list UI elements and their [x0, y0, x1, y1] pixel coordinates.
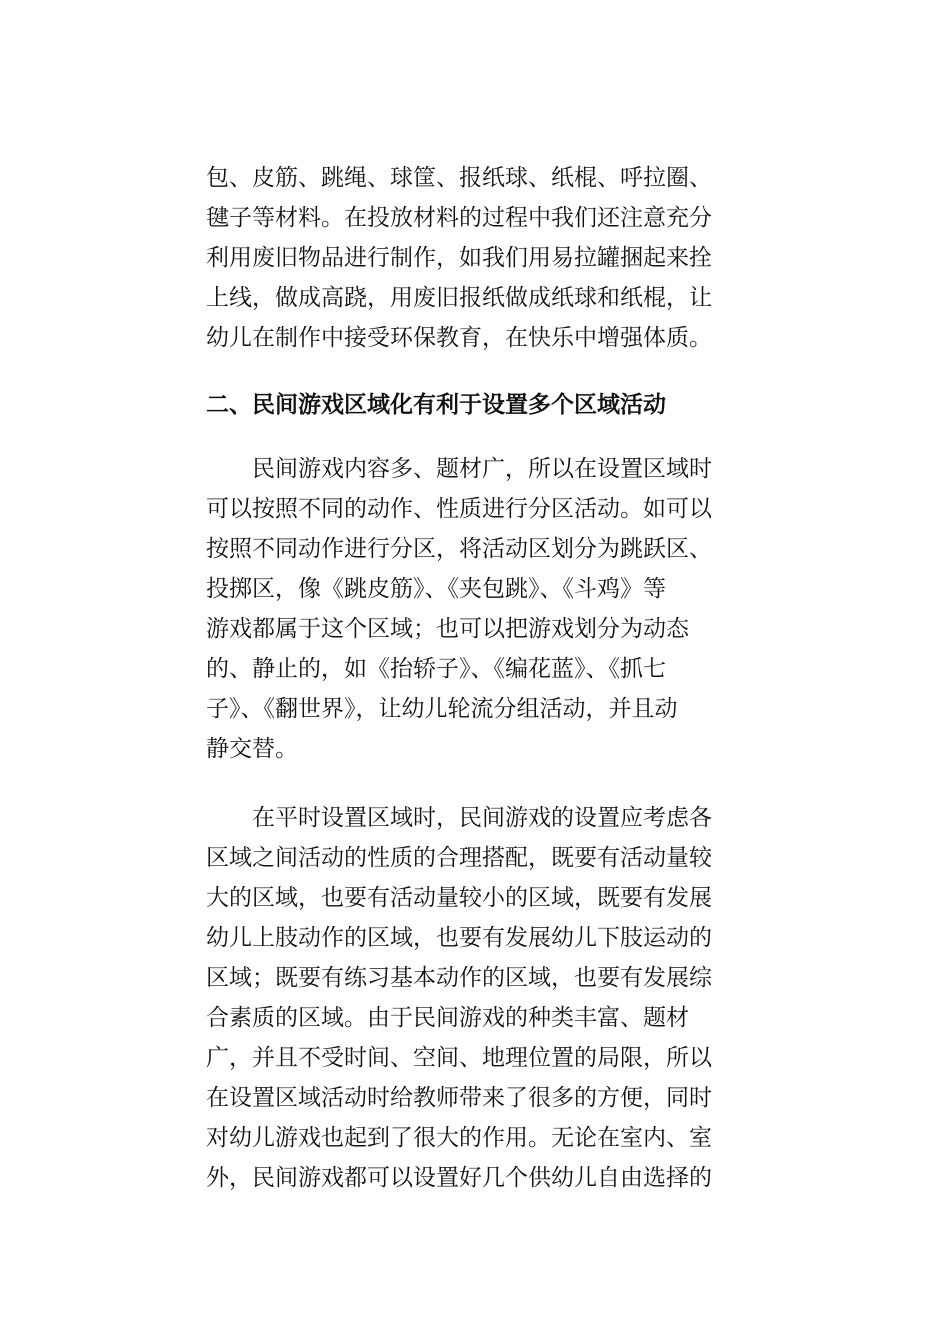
section-heading: 二、民间游戏区域化有利于设置多个区域活动 — [206, 392, 666, 418]
text-line: 的、静止的，如《抬轿子》、《编花蓝》、《抓七 — [206, 656, 666, 682]
text-line: 投掷区，像《跳皮筋》、《夹包跳》、《斗鸡》等 — [206, 576, 666, 602]
text-line: 区域；既要有练习基本动作的区域，也要有发展综 — [206, 965, 712, 991]
text-line: 对幼儿游戏也起到了很大的作用。无论在室内、室 — [206, 1125, 712, 1151]
text-line: 幼儿上肢动作的区域，也要有发展幼儿下肢运动的 — [206, 925, 712, 951]
text-line: 民间游戏内容多、题材广，所以在设置区域时 — [252, 456, 712, 482]
text-line: 可以按照不同的动作、性质进行分区活动。如可以 — [206, 496, 712, 522]
text-line: 大的区域，也要有活动量较小的区域，既要有发展 — [206, 885, 712, 911]
text-line: 广，并且不受时间、空间、地理位置的局限，所以 — [206, 1045, 712, 1071]
text-line: 包、皮筋、跳绳、球筐、报纸球、纸棍、呼拉圈、 — [206, 165, 712, 191]
text-line: 幼儿在制作中接受环保教育，在快乐中增强体质。 — [206, 325, 712, 351]
text-line: 静交替。 — [206, 736, 298, 762]
text-line: 按照不同动作进行分区，将活动区划分为跳跃区、 — [206, 536, 712, 562]
text-line: 毽子等材料。在投放材料的过程中我们还注意充分 — [206, 205, 712, 231]
text-line: 外，民间游戏都可以设置好几个供幼儿自由选择的 — [206, 1165, 712, 1191]
text-line: 合素质的区域。由于民间游戏的种类丰富、题材 — [206, 1005, 689, 1031]
text-line: 子》、《翻世界》，让幼儿轮流分组活动，并且动 — [206, 696, 678, 722]
text-line: 在设置区域活动时给教师带来了很多的方便，同时 — [206, 1085, 712, 1111]
text-line: 上线，做成高跷，用废旧报纸做成纸球和纸棍，让 — [206, 285, 712, 311]
text-line: 利用废旧物品进行制作，如我们用易拉罐捆起来拴 — [206, 245, 712, 271]
text-line: 在平时设置区域时，民间游戏的设置应考虑各 — [252, 805, 712, 831]
text-line: 区域之间活动的性质的合理搭配，既要有活动量较 — [206, 845, 712, 871]
text-line: 游戏都属于这个区域；也可以把游戏划分为动态 — [206, 616, 689, 642]
